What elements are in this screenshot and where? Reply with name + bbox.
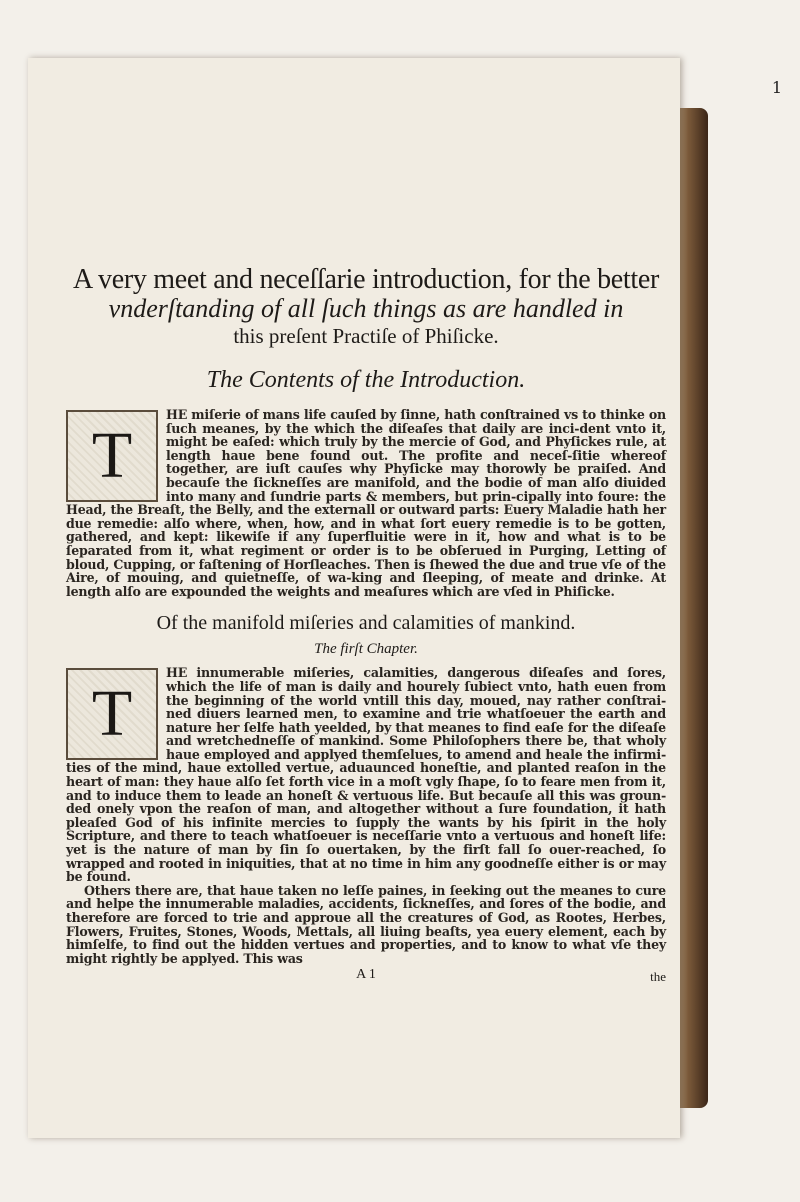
page-text <box>66 265 666 983</box>
chapter-paragraph <box>66 666 666 983</box>
contents-heading: The Contents of the Introduction. <box>206 367 526 393</box>
contents-text: HE miſerie of mans life cauſed by ſinne, hath conſtrained vs to thinke on ſuch meanes, by the which the diſeaſes that daily are inci-dent vnto it, might be eaſed: which truly by the mercie of God, and Phyſickes rule, at length haue bene found out. The profite and neceſ-ſitie whereof together, are iuſt cauſes why Phyſicke may thorowly be praiſed. And becauſe the ſickneſſes are manifold, and the bodie of man alſo diuided into many and ſundrie parts & members, but prin-cipally into foure: the Head, the Breaſt, the Belly, and the externall or outward parts: Euery Maladie hath her due remedie: alſo where, when, how, and in what ſort euery remedie is to be gotten, gathered, and kept: likewiſe if any ſuperfluitie were in it, how and what is to be ſeparated from it, what regiment or order is to be obſerued in Purging, Letting of bloud, Cupping, or faſtening of Horſleaches. Then is ſhewed the due and true vſe of the Aire, of mouing, and quietneſſe, of wa-king and ſleeping, of meate and drinke. At length alſo are expounded the weights and meaſures which are vſed in Phiſicke. <box>66 407 666 599</box>
chapter-initial: T <box>68 670 156 758</box>
title-line-2: vnderſtanding of all ſuch things as are handled in <box>108 294 624 323</box>
page-number: 1 <box>771 78 782 97</box>
title-line-3: this preſent Practiſe of Phiſicke. <box>233 324 499 348</box>
catchword: the <box>650 969 666 985</box>
section-heading: Of the manifold miſeries and calamities of mankind. <box>156 612 576 635</box>
chapter-heading: The firſt Chapter. <box>314 641 418 658</box>
chapter-text-1: HE innumerable miſeries, calamities, dangerous diſeaſes and ſores, which the life of man is daily and hourely ſubiect vnto, hath euen from the beginning of the world vntill this day, moued, nay rather conſtrai-ned diuers learned men, to examine and trie whatſoeuer the earth and nature her ſelfe hath yeelded, by that meanes to find eaſe for the diſeaſe and wretchedneſſe of mankind. Some Philoſophers there be, that wholy haue employed and applyed themſelues, to amend and heale the infirmi-ties of the mind, haue extolled vertue, aduaunced honeſtie, and planted reaſon in the heart of man: they haue alſo ſet forth vice in a moſt vgly ſhape, ſo to feare men from it, and to induce them to leade an honeſt & vertuous life. But becauſe all this was groun-ded onely vpon the reaſon of man, and altogether without a ſure foundation, it hath pleaſed God of his infinite mercies to ſupply the wants by his ſpirit in the holy Scripture, and there to teach whatſoeuer is neceſſarie vnto a vertuous and honeſt life: yet is the nature of man by ſin ſo ouertaken, by the firſt fall ſo ouer-reached, ſo wrapped and rooted in iniquities, that at no time in him any goodneſſe either is or may be found. <box>66 665 666 885</box>
contents-paragraph <box>66 408 666 598</box>
contents-initial: T <box>68 412 156 500</box>
decorated-initial-ornament <box>66 410 158 502</box>
title-line-1: A very meet and neceſſarie introduction, for the better <box>72 264 660 295</box>
signature-mark: A 1 <box>356 967 376 983</box>
title-block <box>66 265 666 349</box>
decorated-initial-ornament <box>66 668 158 760</box>
chapter-text-2: Others there are, that haue taken no leſſe paines, in ſeeking out the meanes to cure and helpe the innumerable maladies, accidents, ſickneſſes, and ſores of the bodie, and therefore are forced to trie and approue all the creatures of God, as Rootes, Herbes, Flowers, Fruites, Stones, Woods, Mettals, all liuing beaſts, yea euery element, each by himſelfe, to find out the hidden vertues and properties, and to know to what vſe they might rightly be applyed. This was <box>66 882 666 966</box>
